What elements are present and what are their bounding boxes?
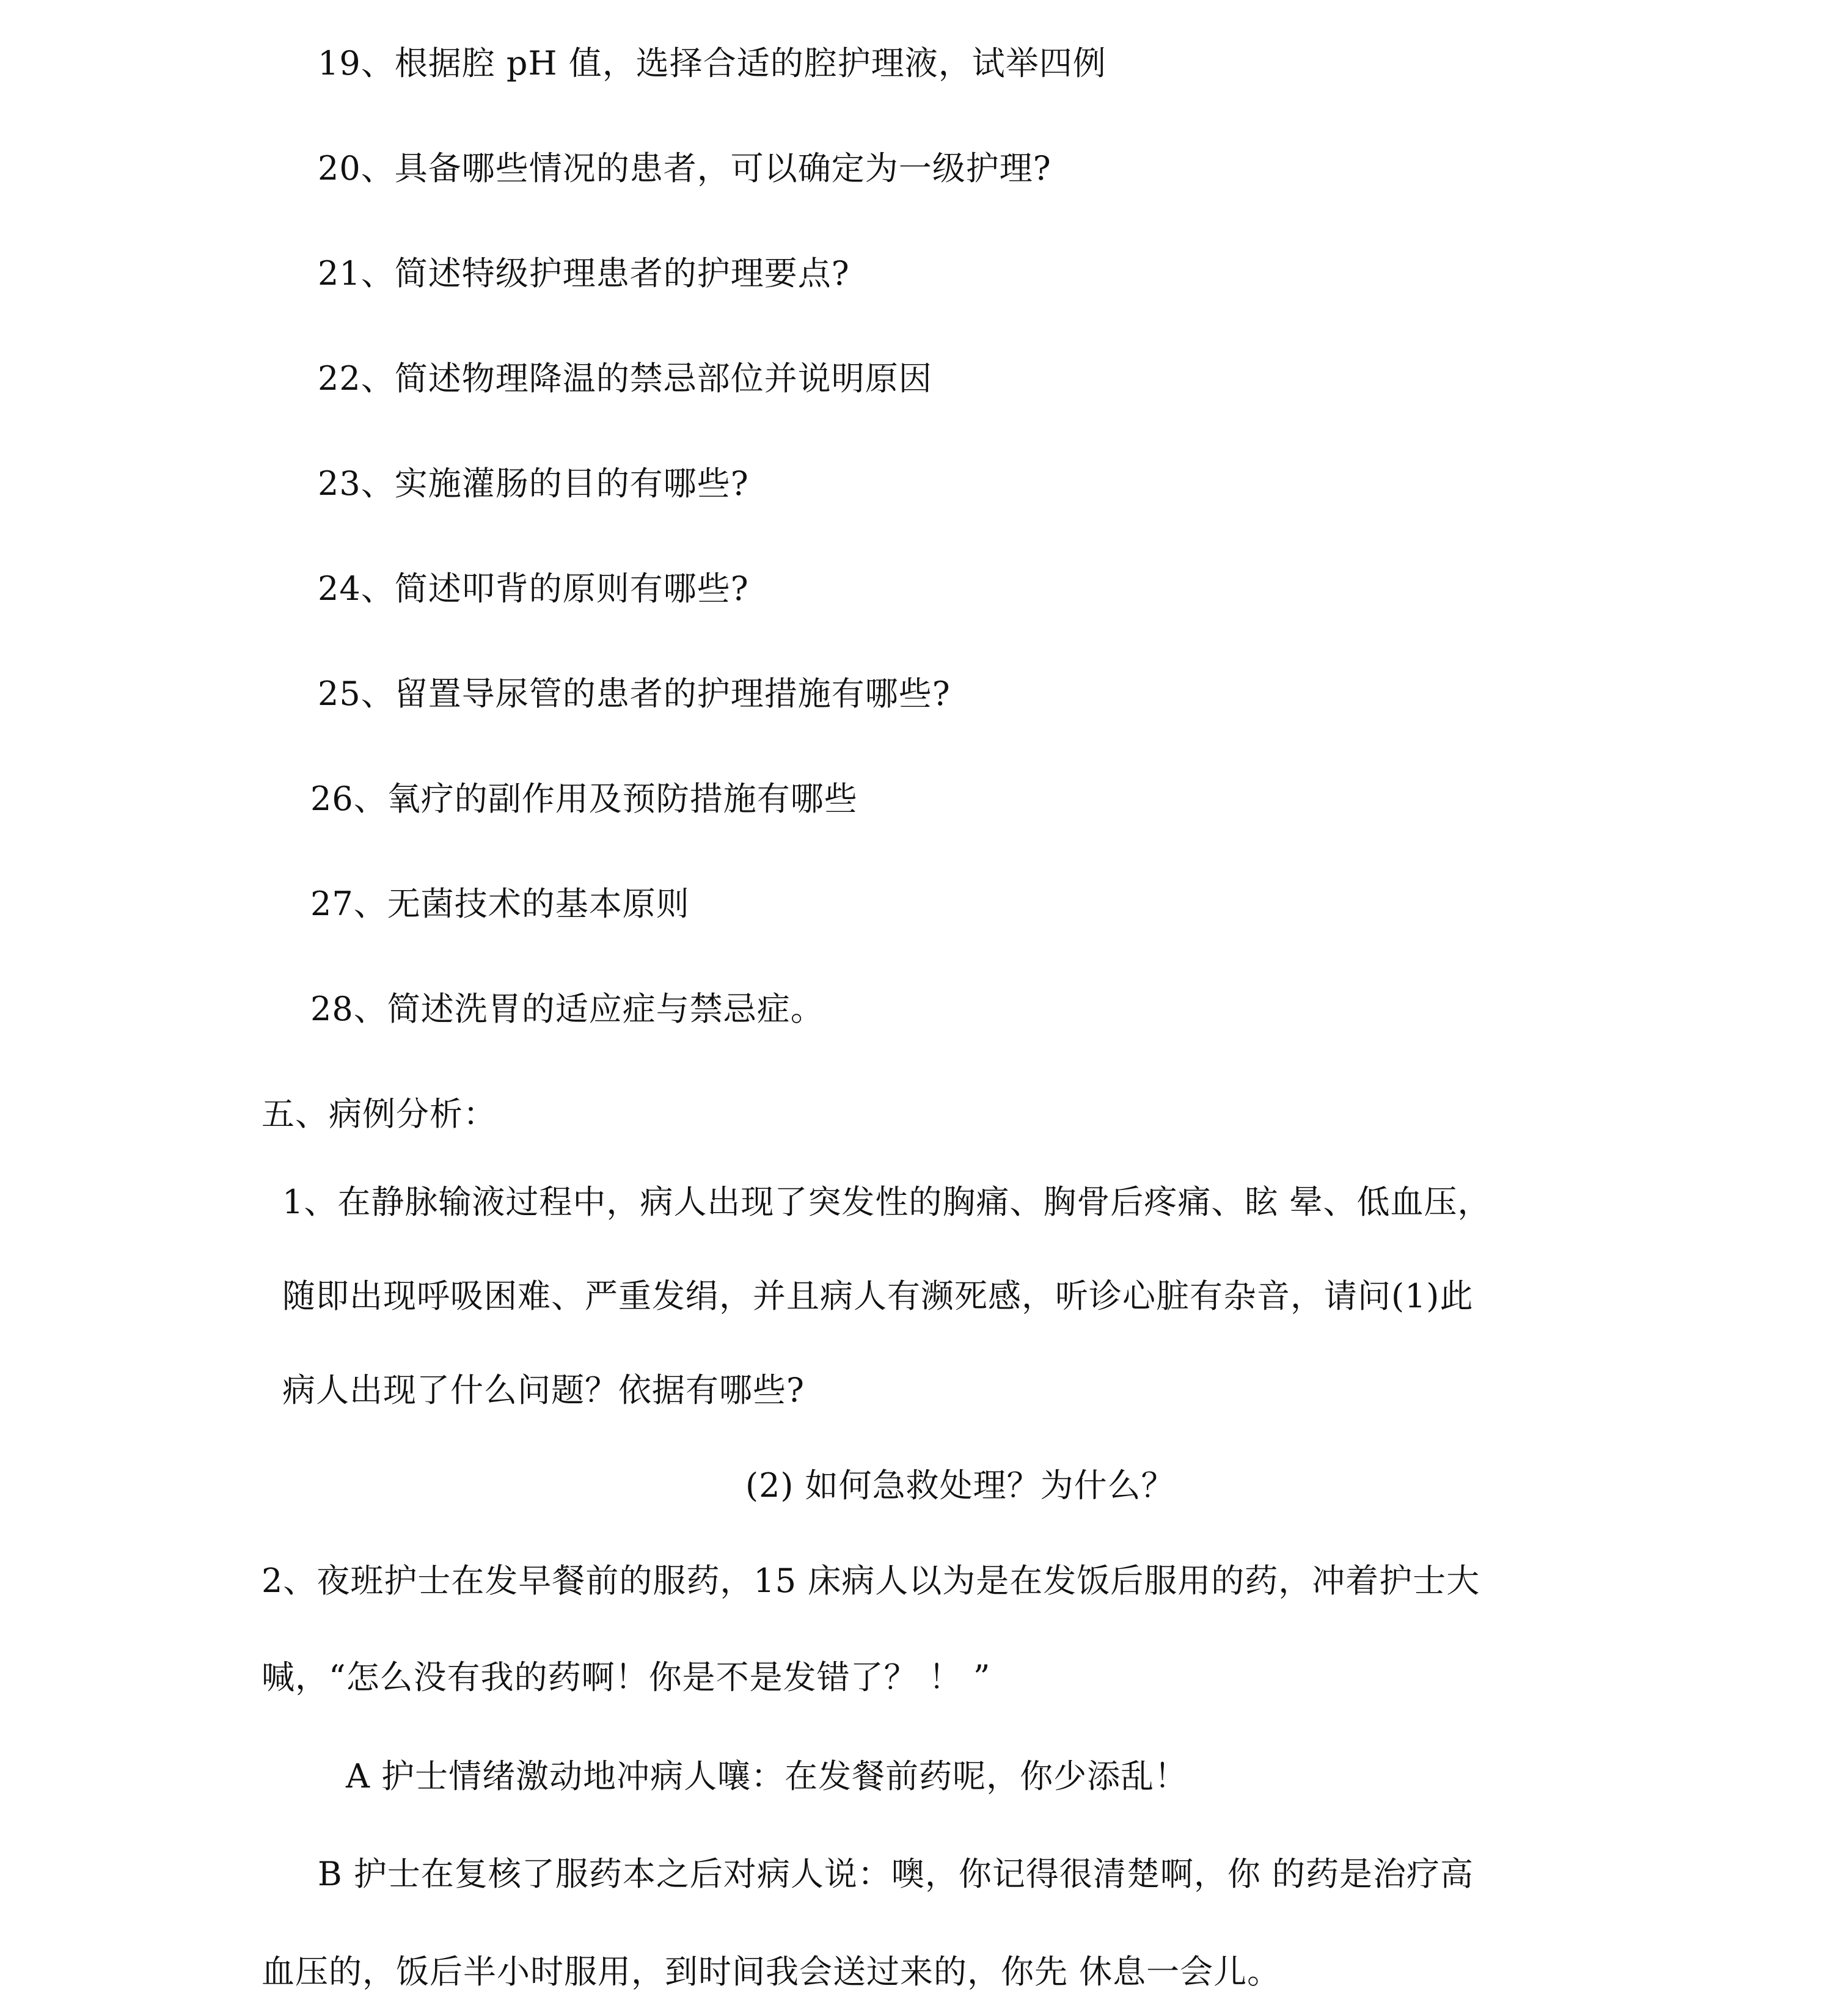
question-21: 21、简述特级护理患者的护理要点? — [318, 254, 850, 293]
question-22: 22、简述物理降温的禁忌部位并说明原因 — [318, 359, 932, 398]
case1-line4: (2) 如何急救处理？为什么？ — [745, 1466, 1175, 1505]
case1-line2: 随即出现呼吸困难、严重发绢，并且病人有濒死感，听诊心脏有杂音，请问(1)此 — [282, 1277, 1474, 1315]
case2-line2: 喊，“怎么没有我的药啊！你是不是发错了？ ！ ” — [261, 1658, 991, 1696]
question-19: 19、根据腔 pH 值，选择合适的腔护理液，试举四例 — [318, 44, 1106, 82]
case2-line5: 血压的，饭后半小时服用，到时间我会送过来的，你先 休息一会儿。 — [261, 1952, 1281, 1991]
question-27: 27、无菌技术的基本原则 — [310, 885, 690, 923]
question-20: 20、具备哪些情况的患者，可以确定为一级护理? — [318, 149, 1051, 188]
question-26: 26、氧疗的副作用及预防措施有哪些 — [310, 780, 858, 818]
question-28: 28、简述洗胃的适应症与禁忌症。 — [310, 990, 824, 1028]
question-23: 23、实施灌肠的目的有哪些? — [318, 464, 749, 503]
question-25: 25、留置导尿管的患者的护理措施有哪些? — [318, 674, 951, 713]
section-heading: 五、病例分析： — [261, 1095, 497, 1133]
case1-line1: 1、在静脉输液过程中，病人出现了突发性的胸痛、胸骨后疼痛、眩 晕、低血压， — [282, 1183, 1491, 1221]
case2-line1: 2、夜班护士在发早餐前的服药，15 床病人以为是在发饭后服用的药，冲着护士大 — [261, 1561, 1480, 1600]
question-24: 24、简述叩背的原则有哪些? — [318, 569, 749, 608]
case2-line3: A 护士情绪激动地冲病人嚷：在发餐前药呢，你少添乱！ — [346, 1757, 1188, 1795]
case1-line3: 病人出现了什么问题？依据有哪些? — [282, 1371, 805, 1409]
case2-line4: B 护士在复核了服药本之后对病人说：噢，你记得很清楚啊，你 的药是治疗高 — [318, 1855, 1474, 1893]
